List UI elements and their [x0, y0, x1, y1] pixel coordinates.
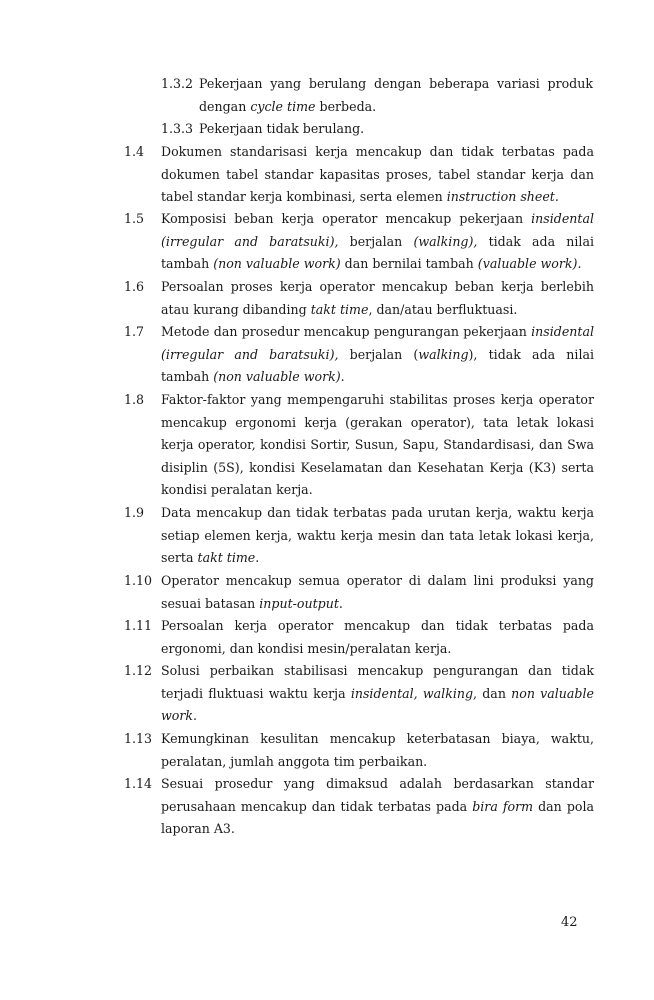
italic-term: non valuable work [161, 685, 594, 723]
item-number: 1.12 [124, 663, 153, 678]
list-item-1-7 [124, 321, 594, 389]
item-text [199, 73, 593, 118]
text-run: berjalan ( [338, 346, 419, 362]
item-text [161, 208, 594, 276]
list-item-1-11 [124, 615, 594, 660]
italic-term: insidental (irregular and baratsuki), [161, 324, 594, 362]
item-number: 1.10 [124, 573, 153, 588]
italic-term: bira form [472, 798, 534, 814]
italic-term: input-output [259, 595, 339, 611]
italic-term: cycle time [250, 98, 316, 114]
list-item-1-12 [124, 660, 594, 728]
item-text [161, 141, 594, 209]
item-text [161, 728, 594, 773]
text-run: Komposisi beban kerja operator mencakup pekerjaan [161, 211, 532, 226]
text-run: . [340, 369, 345, 384]
item-text [161, 276, 594, 321]
item-text [161, 773, 594, 841]
item-text [161, 615, 594, 660]
text-run: Dokumen standarisasi kerja mencakup dan tidak terbatas pada dokumen tabel standar kapasitas proses, tabel standar kerja dan tabel standar kerja kombinasi, serta elemen [161, 144, 594, 204]
text-run: ), tidak ada nilai tambah [161, 346, 595, 384]
list-item-1-3-2 [161, 73, 593, 118]
list-item-1-14 [124, 773, 594, 841]
text-run: berjalan [338, 233, 414, 249]
list-item-1-3-3 [161, 118, 593, 141]
item-number: 1.14 [124, 776, 153, 791]
italic-term: instruction sheet. [446, 189, 559, 204]
text-run: , dan [473, 685, 512, 701]
text-run: Pekerjaan tidak berulang. [199, 121, 365, 136]
list-item-1-4 [124, 141, 594, 209]
italic-term: (non valuable work) [213, 369, 341, 384]
italic-term: insidental, walking [350, 685, 474, 701]
item-number: 1.13 [124, 731, 153, 746]
italic-term: (walking), [413, 233, 478, 249]
text-run: dan bernilai tambah [340, 256, 478, 271]
italic-term: insidental (irregular and baratsuki), [161, 211, 594, 249]
item-number: 1.5 [124, 211, 145, 226]
item-text [161, 389, 594, 502]
item-number: 1.3.2 [161, 76, 194, 91]
text-run: Data mencakup dan tidak terbatas pada urutan kerja, waktu kerja setiap elemen kerja, waktu kerja mesin dan tata letak lokasi kerja, serta [161, 505, 594, 565]
item-number: 1.7 [124, 324, 145, 339]
item-text [161, 321, 594, 389]
text-run: Metode dan prosedur mencakup pengurangan pekerjaan [161, 324, 532, 339]
text-run: Pekerjaan yang berulang dengan beberapa variasi produk dengan [199, 76, 593, 114]
list-item-1-5 [124, 208, 594, 276]
list-item-1-6 [124, 276, 594, 321]
item-number: 1.6 [124, 279, 145, 294]
list-item-1-13 [124, 728, 594, 773]
text-run: Kemungkinan kesulitan mencakup keterbatasan biaya, waktu, peralatan, jumlah anggota tim perbaikan. [161, 731, 594, 769]
text-run: . [338, 595, 343, 611]
text-run: berbeda. [315, 98, 377, 114]
text-run: Operator mencakup semua operator di dalam lini produksi yang sesuai batasan [161, 573, 594, 611]
italic-term: walking [418, 346, 469, 362]
page-number: 42 [561, 915, 578, 930]
list-item-1-10 [124, 570, 594, 615]
list-item-1-9 [124, 502, 594, 570]
text-run: Sesuai prosedur yang dimaksud adalah berdasarkan standar perusahaan mencakup dan tidak terbatas pada [161, 776, 594, 814]
italic-term: takt time [197, 550, 256, 565]
item-text [199, 118, 593, 141]
item-text [161, 502, 594, 570]
text-run: , dan/atau berfluktuasi. [368, 301, 518, 317]
text-run: dan pola laporan A3. [161, 798, 595, 836]
text-run: . [193, 708, 198, 723]
item-number: 1.11 [124, 618, 153, 633]
item-number: 1.3.3 [161, 121, 194, 136]
item-number: 1.8 [124, 392, 145, 407]
text-run: Persoalan kerja operator mencakup dan tidak terbatas pada ergonomi, dan kondisi mesin/peralatan kerja. [161, 618, 594, 656]
list-item-1-8 [124, 389, 594, 502]
item-text [161, 570, 594, 615]
italic-term: (non valuable work) [213, 256, 341, 271]
text-run: Faktor-faktor yang mempengaruhi stabilitas proses kerja operator mencakup ergonomi kerja (gerakan operator), tata letak lokasi kerja operator, kondisi Sortir, Susun, Sapu, Standardisasi, dan Swa disiplin (5S), kondisi Keselamatan dan Kesehatan Kerja (K3) serta kondisi peralatan kerja. [161, 392, 594, 497]
italic-term: takt time [310, 301, 369, 317]
text-run: Solusi perbaikan stabilisasi mencakup pengurangan dan tidak terjadi fluktuasi waktu kerja [161, 663, 594, 701]
text-run: Persoalan proses kerja operator mencakup beban kerja berlebih atau kurang dibanding [161, 279, 594, 317]
text-run: tidak ada nilai tambah [161, 233, 594, 271]
italic-term: (valuable work). [477, 256, 582, 271]
item-number: 1.9 [124, 505, 145, 520]
text-run: . [255, 550, 260, 565]
item-text [161, 660, 594, 728]
item-number: 1.4 [124, 144, 145, 159]
